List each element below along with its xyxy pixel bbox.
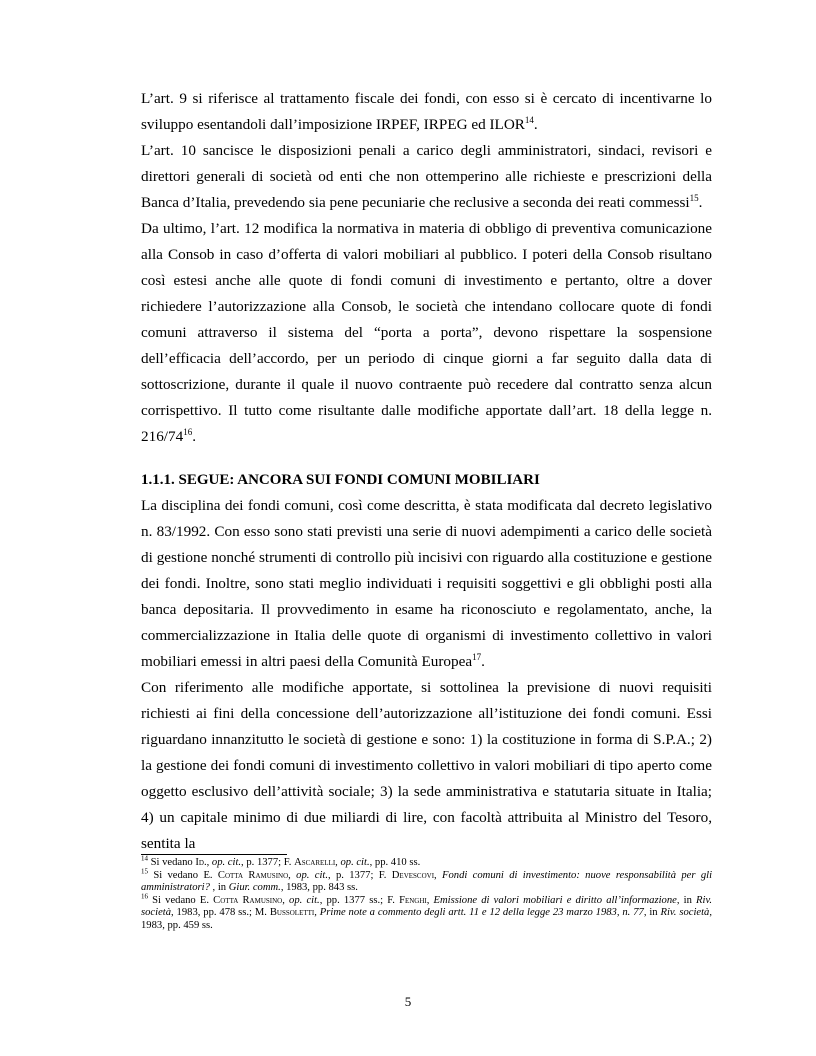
footnote-ref-17[interactable]: 17: [472, 651, 482, 662]
section-heading: 1.1.1. SEGUE: ANCORA SUI FONDI COMUNI MOBILIARI: [141, 472, 540, 488]
footnote-ref-15[interactable]: 15: [689, 192, 699, 203]
footnote-15: $^{15}$ Si vedano E. Cotta Ramusino, op. cit., p. 1377; F. Devescovi, Fondi comuni di investimento: nuove responsabilità per gli amministratori? , in Giur. comm., 1983, pp. 843 ss.: [141, 867, 713, 894]
paragraph-art10: L’art. 10 sancisce le disposizioni penali a carico degli amministratori, sindaci, revisori e direttori generali di società od enti che non ottemperino alle richieste e prescrizioni della Banca d’Italia, prevedendo sia pene pecuniarie che reclusive a seconda dei reati commessi$^{15}$.: [141, 142, 712, 211]
footnotes: [141, 854, 713, 933]
paragraph-art9: L’art. 9 si riferisce al trattamento fiscale dei fondi, con esso si è cercato di incentivarne lo sviluppo esentandoli dall’imposizione IRPEF, IRPEG ed ILOR$^{14}$.: [141, 90, 712, 133]
footnote-ref-16[interactable]: 16: [183, 426, 193, 437]
paragraph-art12: Da ultimo, l’art. 12 modifica la normativa in materia di obbligo di preventiva comunicazione alla Consob in caso d’offerta di valori mobiliari al pubblico. I poteri della Consob risultano così estesi anche alle quote di fondi comuni di investimento e pertanto, oltre a dover richiedere l’autorizzazione alla Consob, le società che intendano collocare quote di fondi comuni attraverso il sistema del “porta a porta”, devono rispettare la sospensione dell’efficacia dell’accordo, per un periodo di cinque giorni a far seguito dalla data di sottoscrizione, durante il quale il nuovo contraente può recedere dal contratto senza alcun corrispettivo. Il tutto come risultante dalle modifiche apportate dall’art. 18 della legge n. $216/74^{16}$.: [141, 220, 712, 445]
page-number: 5: [404, 994, 412, 1009]
paragraph-disciplina: La disciplina dei fondi comuni, così come descritta, è stata modificata dal decreto legislativo n. 83/1992. Con esso sono stati previsti una serie di nuovi adempimenti a carico delle società di gestione nonché strumenti di controllo più incisivi con riguardo alla costituzione e gestione dei fondi. Inoltre, sono stati meglio individuati i requisiti soggettivi e gli obblighi posti alla banca depositaria. Il provvedimento in esame ha riconosciuto e regolamentato, anche, la commercializzazione in Italia delle quote di organismi di investimento collettivo in valori mobiliari emessi in altri paesi della Comunità Europea$^{17}$.: [141, 497, 712, 670]
paragraph-modifiche: Con riferimento alle modifiche apportate, si sottolinea la previsione di nuovi requisiti richiesti ai fini della concessione dell’autorizzazione all’istituzione dei fondi comuni. Essi riguardano innanzitutto le società di gestione e sono: 1) la costituzione in forma di S.P.A.; 2) la gestione dei fondi comuni di investimento collettivo in valori mobiliari di tipo aperto come oggetto esclusivo dell’attività sociale; 3) la sede amministrativa e statutaria situate in Italia; 4) un capitale minimo di due miliardi di lire, con facoltà attribuita al Ministro del Tesoro, sentita la: [141, 679, 712, 852]
footnote-16: $^{16}$ Si vedano E. Cotta Ramusino, op. cit., pp. 1377 ss.; F. Fenghi, Emissione di valori mobiliari e diritto all’informazione, in Riv. società, 1983, pp. 478 ss.; M. Bussoletti, Prime note a commento degli artt. 11 e 12 della legge 23 marzo 1983, n. 77, in Riv. società, 1983, pp. 459 ss.: [141, 892, 713, 931]
page-body: [141, 86, 712, 857]
footnote-separator: [141, 854, 287, 855]
footnote-14: $^{14}$ Si vedano Id., op. cit., p. 1377; F. Ascarelli, op. cit., pp. 410 ss.: [141, 854, 421, 868]
footnote-ref-14[interactable]: 14: [524, 114, 534, 125]
